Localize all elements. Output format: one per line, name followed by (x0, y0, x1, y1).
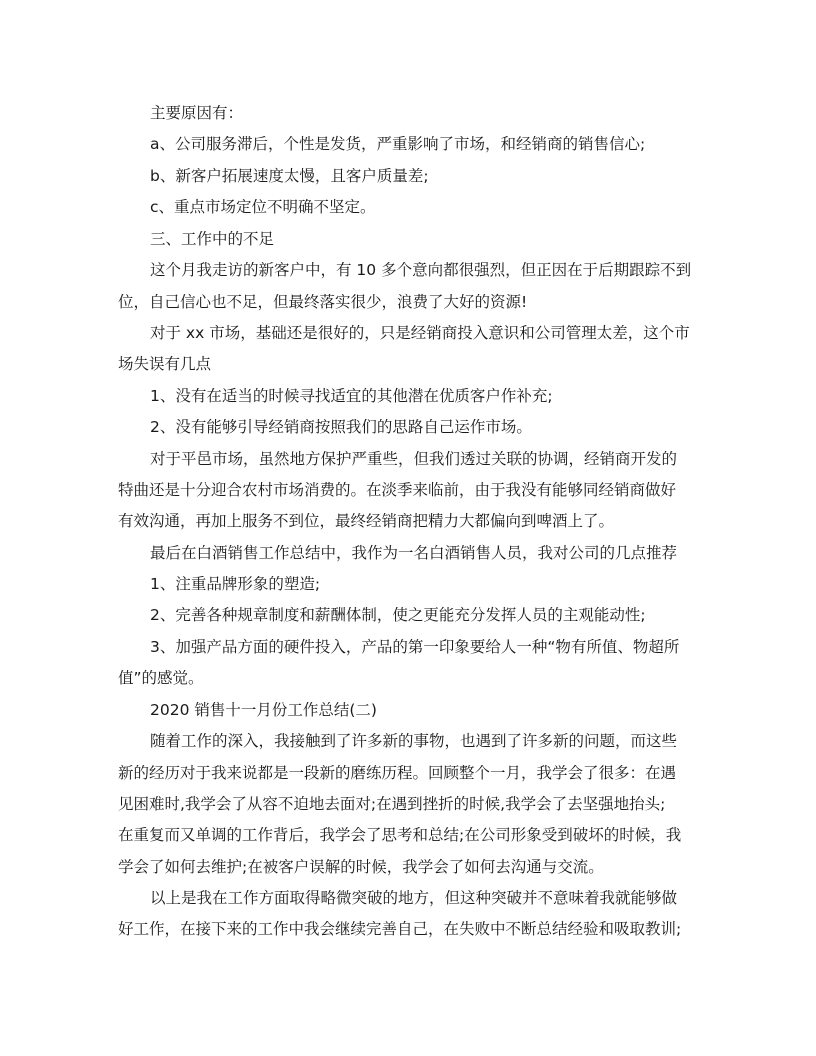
text-line: 场失误有几点 (118, 355, 212, 373)
section-title: 2020 销售十一月份工作总结(二) (150, 701, 377, 719)
text-line: 3、加强产品方面的硬件投入，产品的第一印象要给人一种“物有所值、物超所 (150, 638, 680, 656)
text-line: 1、没有在适当的时候寻找适宜的其他潜在优质客户作补充; (150, 387, 553, 405)
text-line: 主要原因有： (150, 104, 244, 122)
text-line: 特曲还是十分迎合农村市场消费的。在淡季来临前，由于我没有能够同经销商做好 (118, 481, 677, 499)
text-line: b、新客户拓展速度太慢，且客户质量差; (150, 167, 429, 185)
text-line: c、重点市场定位不明确不坚定。 (150, 198, 376, 216)
text-line: 1、注重品牌形象的塑造; (150, 575, 321, 593)
text-line: 对于平邑市场，虽然地方保护严重些，但我们透过关联的协调，经销商开发的 (150, 450, 678, 468)
text-line: 值”的感觉。 (118, 669, 204, 687)
text-line: 对于 xx 市场，基础还是很好的，只是经销商投入意识和公司管理太差，这个市 (150, 324, 690, 342)
text-line: 见困难时,我学会了从容不迫地去面对;在遇到挫折的时候,我学会了去坚强地抬头; (118, 795, 666, 813)
text-line: a、公司服务滞后，个性是发货，严重影响了市场，和经销商的销售信心; (150, 135, 646, 153)
text-line: 新的经历对于我来说都是一段新的磨练历程。回顾整个一月，我学会了很多：在遇 (118, 764, 677, 782)
text-line: 位，自己信心也不足，但最终落实很少，浪费了大好的资源! (118, 293, 528, 311)
text-line: 随着工作的深入，我接触到了许多新的事物，也遇到了许多新的问题，而这些 (150, 732, 678, 750)
text-line: 最后在白酒销售工作总结中，我作为一名白酒销售人员，我对公司的几点推荐 (150, 544, 678, 562)
text-line: 2、完善各种规章制度和薪酬体制，使之更能充分发挥人员的主观能动性; (150, 606, 646, 624)
text-line: 在重复而又单调的工作背后，我学会了思考和总结;在公司形象受到破坏的时候，我 (118, 826, 682, 844)
text-line: 以上是我在工作方面取得略微突破的地方，但这种突破并不意味着我就能够做 (150, 889, 678, 907)
text-line: 这个月我走访的新客户中，有 10 多个意向都很强烈，但正因在于后期跟踪不到 (150, 261, 692, 279)
section-heading: 三、工作中的不足 (150, 230, 275, 248)
text-line: 2、没有能够引导经销商按照我们的思路自己运作市场。 (150, 418, 532, 436)
text-line: 有效沟通，再加上服务不到位，最终经销商把精力大都偏向到啤酒上了。 (118, 512, 615, 530)
text-line: 学会了如何去维护;在被客户误解的时候，我学会了如何去沟通与交流。 (118, 858, 604, 876)
text-line: 好工作，在接下来的工作中我会继续完善自己，在失败中不断总结经验和吸取教训; (118, 920, 682, 938)
